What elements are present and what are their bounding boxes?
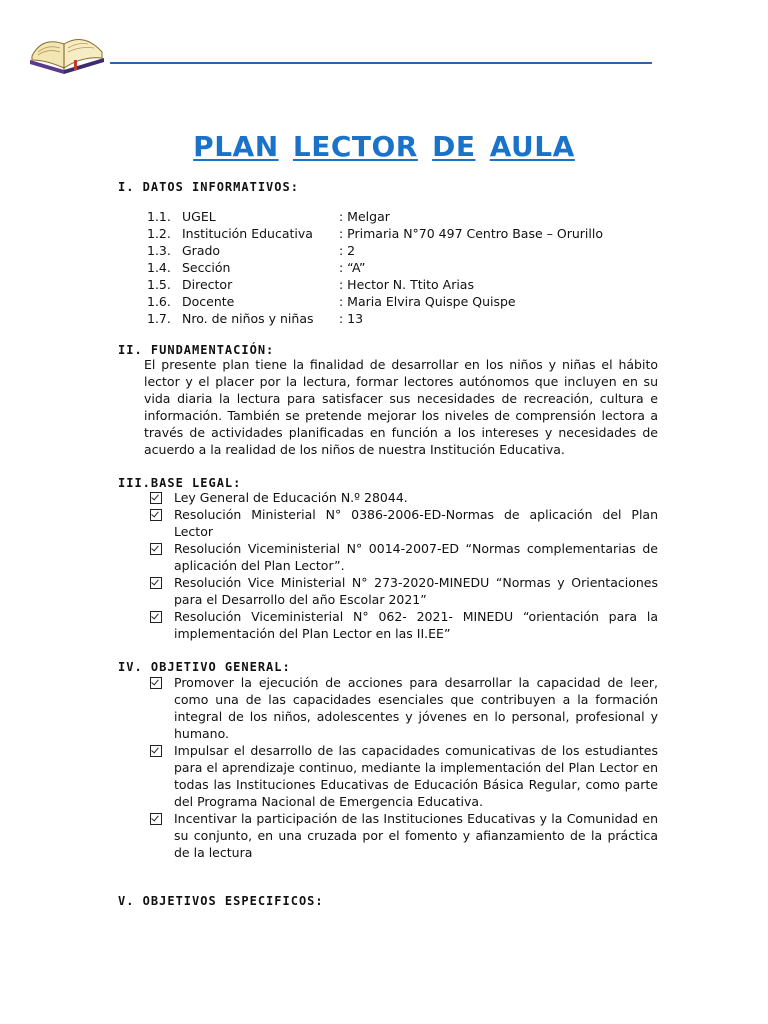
info-num: 1.4. (147, 260, 171, 275)
section-heading-datos: I. DATOS INFORMATIVOS: (118, 180, 299, 194)
section-heading-objetivo-general: IV. OBJETIVO GENERAL: (118, 660, 291, 674)
title-word: AULA (489, 130, 575, 163)
info-label: Docente (182, 294, 235, 309)
section-heading-objetivos-especificos: V. OBJETIVOS ESPECIFICOS: (118, 894, 324, 908)
page-title (0, 130, 768, 163)
checkbox-icon (150, 492, 162, 504)
base-legal-list (150, 489, 658, 642)
info-value: : 2 (339, 243, 356, 258)
info-label: Director (182, 277, 233, 292)
info-num: 1.5. (147, 277, 171, 292)
info-row (147, 208, 603, 225)
info-row (147, 293, 603, 310)
section-heading-base-legal: III.BASE LEGAL: (118, 476, 242, 490)
info-row (147, 259, 603, 276)
list-item-text: Resolución Viceministerial N° 062- 2021- MINEDU “orientación para la implementación del Plan Lector en las II.EE” (174, 609, 658, 641)
list-item (150, 674, 658, 742)
checkbox-icon (150, 813, 162, 825)
list-item-text: Resolución Ministerial N° 0386-2006-ED-Normas de aplicación del Plan Lector (174, 507, 658, 539)
checkbox-icon (150, 577, 162, 589)
info-value: : Maria Elvira Quispe Quispe (339, 294, 516, 309)
checkbox-icon (150, 509, 162, 521)
info-value: : Primaria N°70 497 Centro Base – Orurillo (339, 226, 603, 241)
checkbox-icon (150, 745, 162, 757)
title-word: DE (432, 130, 476, 163)
info-num: 1.2. (147, 226, 171, 241)
title-word: LECTOR (292, 130, 418, 163)
info-label: UGEL (182, 209, 216, 224)
checkbox-icon (150, 677, 162, 689)
list-item-text: Incentivar la participación de las Instituciones Educativas y la Comunidad en su conjunto, en una cruzada por el fomento y afianzamiento de la práctica de la lectura (174, 811, 658, 860)
info-label: Nro. de niños y niñas (182, 311, 314, 326)
info-label: Institución Educativa (182, 226, 313, 241)
section-heading-fundamentacion: II. FUNDAMENTACIÓN: (118, 343, 275, 357)
info-row (147, 310, 603, 327)
info-value: : 13 (339, 311, 364, 326)
info-row (147, 276, 603, 293)
info-row (147, 242, 603, 259)
list-item (150, 574, 658, 608)
info-row (147, 225, 603, 242)
list-item (150, 489, 658, 506)
info-table (147, 208, 603, 327)
info-num: 1.7. (147, 311, 171, 326)
info-value: : Hector N. Ttito Arias (339, 277, 474, 292)
info-label: Grado (182, 243, 221, 258)
list-item (150, 742, 658, 810)
list-item (150, 810, 658, 861)
list-item-text: Resolución Viceministerial N° 0014-2007-ED “Normas complementarias de aplicación del Plan Lector”. (174, 541, 658, 573)
list-item-text: Resolución Vice Ministerial N° 273-2020-MINEDU “Normas y Orientaciones para el Desarrollo del año Escolar 2021” (174, 575, 658, 607)
open-book-icon (28, 30, 106, 74)
list-item-text: Promover la ejecución de acciones para desarrollar la capacidad de leer, como una de las capacidades esenciales que contribuyen a la formación integral de los niños, adolescentes y jóvenes en lo personal, profesional y humano. (174, 675, 658, 741)
list-item (150, 608, 658, 642)
info-num: 1.3. (147, 243, 171, 258)
checkbox-icon (150, 611, 162, 623)
info-value: : “A” (339, 260, 366, 275)
info-label: Sección (182, 260, 231, 275)
list-item-text: Impulsar el desarrollo de las capacidades comunicativas de los estudiantes para el aprendizaje continuo, mediante la implementación del Plan Lector en todas las Instituciones Educativas de Educación Básica Regular, como parte del Programa Nacional de Emergencia Educativa. (174, 743, 658, 809)
checkbox-icon (150, 543, 162, 555)
list-item-text: Ley General de Educación N.º 28044. (174, 490, 408, 505)
objetivo-general-list (150, 674, 658, 861)
info-num: 1.1. (147, 209, 171, 224)
info-num: 1.6. (147, 294, 171, 309)
list-item (150, 506, 658, 540)
list-item (150, 540, 658, 574)
header-rule (110, 62, 652, 64)
fundamentacion-text: El presente plan tiene la finalidad de desarrollar en los niños y niñas el hábito lector y el placer por la lectura, formar lectores autónomos que incluyen en su vida diaria la lectura para satisfacer sus necesidades de recreación, cultura e información. También se pretende mejorar los niveles de comprensión lectora a través de actividades planificadas en función a los intereses y necesidades de acuerdo a la realidad de los niños de nuestra Institución Educativa. (144, 357, 658, 457)
title-word: PLAN (193, 130, 279, 163)
info-value: : Melgar (339, 209, 390, 224)
